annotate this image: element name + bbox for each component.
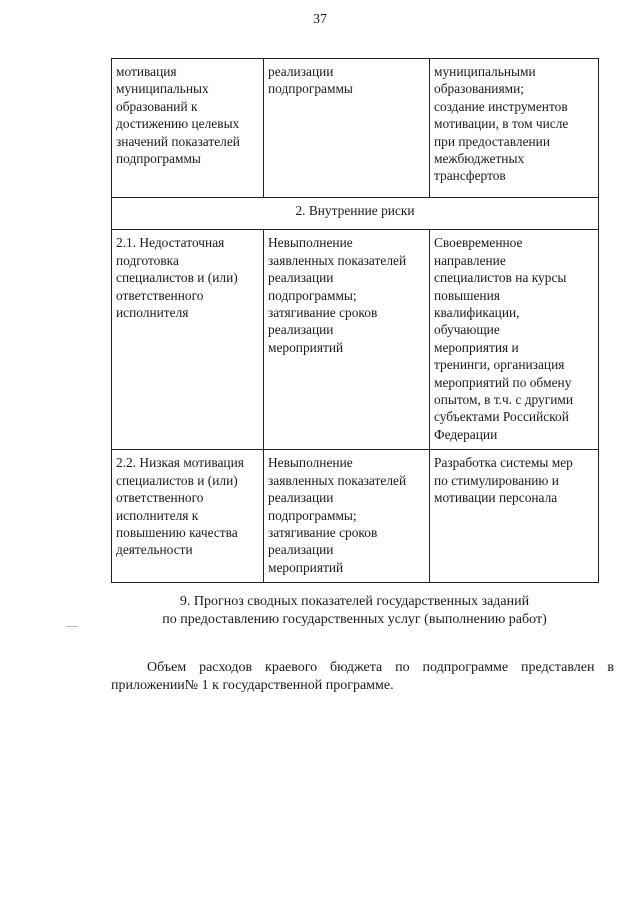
table-row xyxy=(112,450,599,583)
risk-consequence-cell: Невыполнение заявленных показателей реализации подпрограммы; затягивание сроков реализации мероприятий xyxy=(264,450,430,583)
risk-table xyxy=(111,58,599,583)
risk-consequence-cell: Невыполнение заявленных показателей реализации подпрограммы; затягивание сроков реализации мероприятий xyxy=(264,230,430,450)
body-paragraph: Объем расходов краевого бюджета по подпрограмме представлен в приложении№ 1 к государственной программе. xyxy=(111,660,614,693)
risk-mitigation-cell: Своевременное направление специалистов на курсы повышения квалификации, обучающие мероприятия и тренинги, организация мероприятий по обмену опытом, в т.ч. с другими субъектами Российской Федерации xyxy=(430,230,599,450)
table-section-row xyxy=(112,198,599,230)
table-row xyxy=(112,230,599,450)
page-number: 37 xyxy=(313,12,327,27)
section-title-internal-risks: 2. Внутренние риски xyxy=(112,198,599,230)
risk-description-cell: 2.1. Недостаточная подготовка специалистов и (или) ответственного исполнителя xyxy=(112,230,264,450)
section-heading: 9. Прогноз сводных показателей государственных заданий по предоставлению государственных услуг (выполнению работ) xyxy=(162,594,547,627)
risk-mitigation-cell: Разработка системы мер по стимулированию и мотивации персонала xyxy=(430,450,599,583)
risk-consequence-cell: реализации подпрограммы xyxy=(264,59,430,198)
table-row xyxy=(112,59,599,198)
risk-description-cell: мотивация муниципальных образований к достижению целевых значений показателей подпрограммы xyxy=(112,59,264,198)
risk-mitigation-cell: муниципальными образованиями; создание инструментов мотивации, в том числе при предоставлении межбюджетных трансфертов xyxy=(430,59,599,198)
margin-mark xyxy=(66,626,78,627)
risk-description-cell: 2.2. Низкая мотивация специалистов и (или) ответственного исполнителя к повышению качества деятельности xyxy=(112,450,264,583)
